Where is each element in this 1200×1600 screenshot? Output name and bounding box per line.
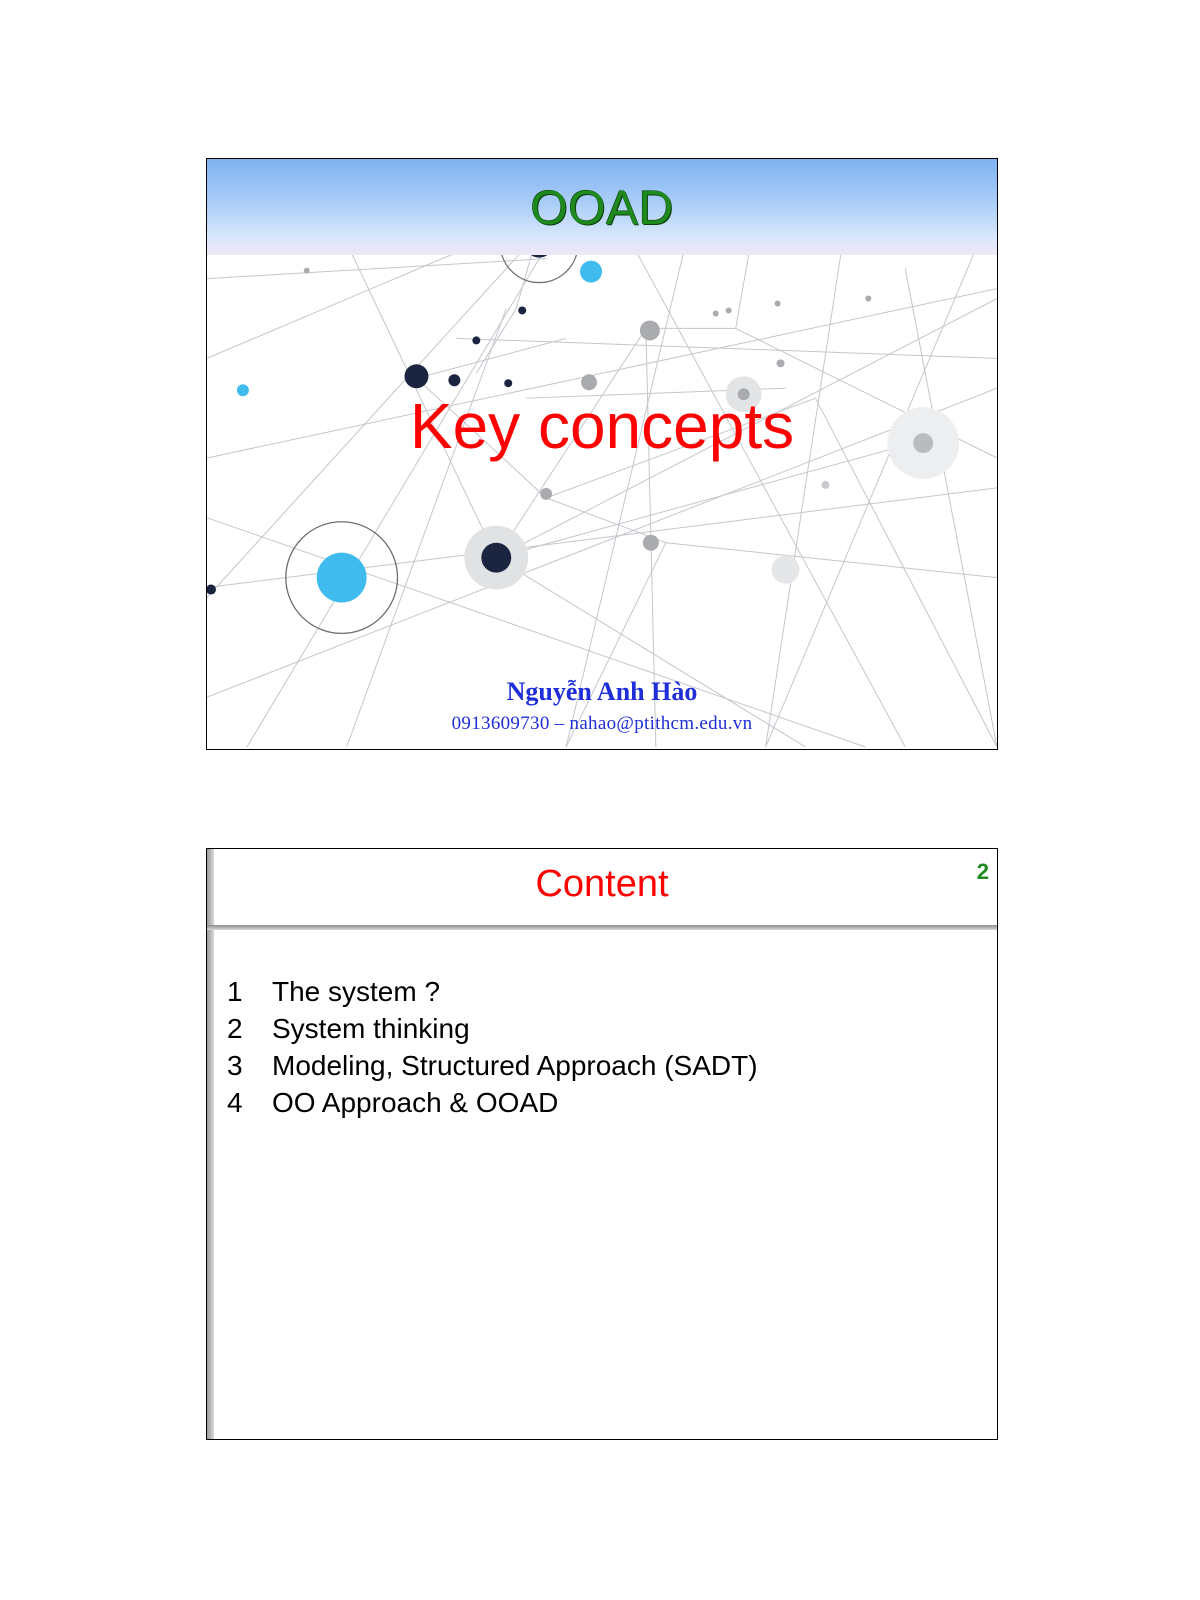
toc-item [227,1084,758,1121]
title-slide [206,158,998,750]
toc-item-text: OO Approach & OOAD [272,1087,559,1118]
slide-number: 2 [976,859,989,884]
toc-item-text: The system ? [272,976,441,1007]
slide-subtitle: Key concepts [409,390,795,462]
toc-item-number: 1 [227,976,243,1007]
header-divider [207,925,997,930]
toc-item [227,973,758,1010]
slide-title: Content [535,863,669,905]
author-contact: 0913609730 – nahao@ptithcm.edu.vn [451,713,753,734]
table-of-contents [227,973,758,1121]
toc-item-text: Modeling, Structured Approach (SADT) [272,1050,758,1081]
slide-title: OOAD [530,182,674,235]
toc-item [227,1047,758,1084]
author-name: Nguyễn Anh Hào [506,677,698,706]
toc-item-number: 4 [227,1087,243,1118]
content-slide [206,848,998,1440]
toc-item-number: 2 [227,1013,243,1044]
toc-item-number: 3 [227,1050,243,1081]
toc-item [227,1010,758,1047]
toc-item-text: System thinking [272,1013,470,1044]
left-border-rule [207,849,214,1439]
